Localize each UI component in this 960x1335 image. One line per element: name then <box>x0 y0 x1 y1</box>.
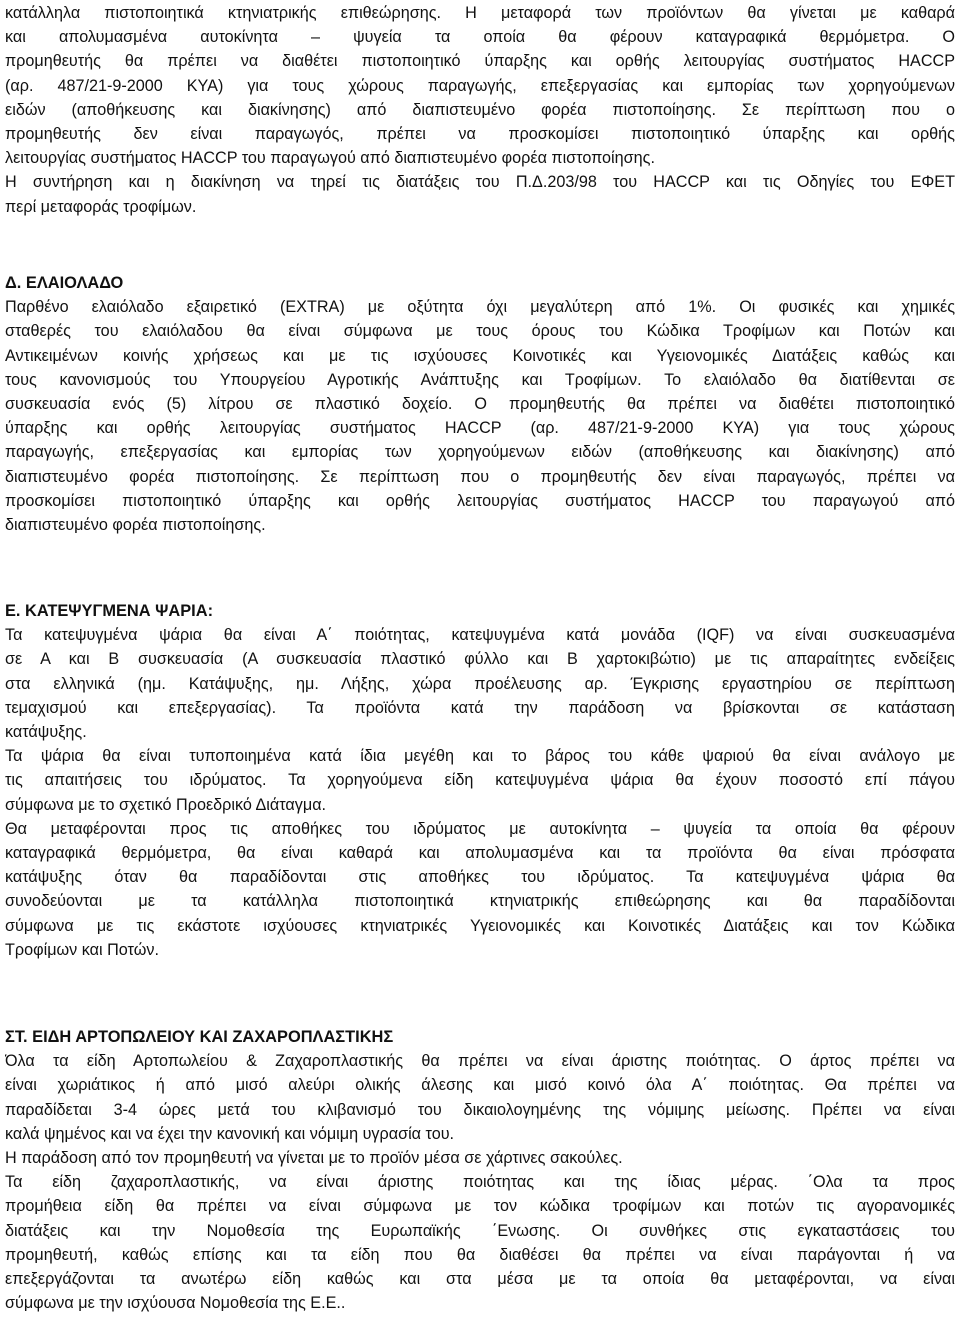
text-line: καταγραφικά θερμόμετρα, θα είναι καθαρά και απολυμασμένα και τα προϊόντα θα είναι πρόσφατα <box>5 844 955 863</box>
text-line: παραγωγής, επεξεργασίας και εμπορίας των χορηγούμενων ειδών (αποθήκευσης και διακίνησης) από <box>5 443 955 462</box>
text-line: Η συντήρηση και η διακίνηση να τηρεί τις διατάξεις του Π.Δ.203/98 του HACCP και τις Οδηγίες του ΕΦΕΤ <box>5 173 955 192</box>
section-c-tail <box>5 1 955 219</box>
text-line: ειδών (αποθήκευσης και διακίνησης) από διαπιστευμένο φορέα πιστοποίησης. Σε περίπτωση που ο <box>5 100 955 119</box>
section-heading: Δ. ΕΛΑΙΟΛΑΔΟ <box>5 274 124 292</box>
text-line: προμηθευτής δεν είναι παραγωγός, πρέπει να προσκομίσει πιστοποιητικό ύπαρξης και ορθής <box>5 125 955 144</box>
text-line: προμήθεια είδη θα πρέπει να είναι σύμφωνα με τον κώδικα τροφίμων και ποτών τις αγορανομικές <box>5 1197 955 1216</box>
text-line: σε Α και Β συσκευασία (Α συσκευασία πλαστικό φύλλο και Β χαρτοκιβώτιο) με τις απαραίτητες ενδείξεις <box>5 650 955 669</box>
text-line: προμηθευτή, καθώς επίσης και τα είδη που θα διαθέσει θα πρέπει να είναι παράγονται ή να <box>5 1245 955 1264</box>
text-line: σύμφωνα με την ισχύουσα Νομοθεσία της Ε.Ε.. <box>5 1294 346 1313</box>
text-line: λειτουργίας συστήματος HACCP του παραγωγού από διαπιστευμένο φορέα πιστοποίησης. <box>5 149 655 168</box>
text-line: Τα ψάρια θα είναι τυποποιημένα κατά ίδια μεγέθη και το βάρος του κάθε ψαριού θα είναι ανάλογο με <box>5 747 955 766</box>
text-line: επεξεργάζονται τα ανωτέρω είδη καθώς και στα μέσα με τα οποία θα μεταφέρονται, να είναι <box>5 1270 955 1289</box>
text-line: σύμφωνα με τις εκάστοτε ισχύουσες κτηνιατρικές Υγειονομικές και Κοινοτικές Διατάξεις και τον Κώδικα <box>5 916 955 935</box>
text-line: κατάλληλα πιστοποιητικά κτηνιατρικής επιθεώρησης. Η μεταφορά των προϊόντων θα γίνεται με καθαρά <box>5 4 955 22</box>
text-line: κατάψυξης όταν θα παραδίδονται στις αποθήκες του ιδρύματος. Τα κατεψυγμένα ψάρια θα <box>5 868 955 887</box>
text-line: προμηθευτής θα πρέπει να διαθέτει πιστοποιητικό ύπαρξης και ορθής λειτουργίας συστήματος HACCP <box>5 52 955 71</box>
text-line: σταθερές του ελαιόλαδου θα είναι σύμφωνα με τους όρους του Κώδικα Τροφίμων και Ποτών και <box>5 322 955 341</box>
section-d-olive-oil <box>5 271 955 537</box>
text-line: Όλα τα είδη Αρτοπωλείου & Ζαχαροπλαστικής θα πρέπει να είναι άριστης ποιότητας. Ο άρτος πρέπει να <box>5 1052 955 1071</box>
text-line: Η παράδοση από τον προμηθευτή να γίνεται με το προϊόν μέσα σε χάρτινες σακούλες. <box>5 1149 623 1168</box>
text-line: περί μεταφοράς τροφίμων. <box>5 197 197 216</box>
text-line: συσκευασία ενός (5) λίτρου σε πλαστικό δοχείο. Ο προμηθευτής θα πρέπει να διαθέτει πιστοποιητικό <box>5 395 955 414</box>
section-heading: ΣΤ. ΕΙΔΗ ΑΡΤΟΠΩΛΕΙΟΥ ΚΑΙ ΖΑΧΑΡΟΠΛΑΣΤΙΚΗΣ <box>5 1028 394 1046</box>
text-line: καλά ψημένος και να έχει την κανονική και νόμιμη υγρασία του. <box>5 1124 455 1143</box>
text-line: Τα κατεψυγμένα ψάρια θα είναι Α΄ ποιότητας, κατεψυγμένα κατά μονάδα (IQF) να είναι συσκευασμένα <box>5 626 955 645</box>
text-line: διατάξεις και την Νομοθεσία της Ευρωπαϊκής ΄Ενωσης. Οι συνθήκες στις εγκαταστάσεις του <box>5 1221 955 1240</box>
text-line: τις απαιτήσεις του ιδρύματος. Τα χορηγούμενα είδη κατεψυγμένα ψάρια θα έχουν ποσοστό επί πάγου <box>5 771 955 790</box>
section-e-frozen-fish <box>5 599 955 962</box>
text-line: Τροφίμων και Ποτών. <box>5 940 159 959</box>
text-line: Θα μεταφέρονται προς τις αποθήκες του ιδρύματος με αυτοκίνητα – ψυγεία τα οποία θα φέρουν <box>5 819 955 838</box>
text-line: (αρ. 487/21-9-2000 ΚΥΑ) για τους χώρους παραγωγής, επεξεργασίας και εμπορίας των χορηγούμενων <box>5 76 955 95</box>
text-line: ύπαρξης και ορθής λειτουργίας συστήματος HACCP (αρ. 487/21-9-2000 ΚΥΑ) για τους χώρους <box>5 419 955 438</box>
text-line: στα ελληνικά (ημ. Κατάψυξης, ημ. Λήξης, χώρα προέλευσης αρ. Έγκρισης εργαστηρίου σε περίπτωση <box>5 674 955 693</box>
text-line: είναι χωριάτικος ή από μισό αλεύρι ολικής άλεσης και μισό κοινό όλα Α΄ ποιότητας. Θα πρέπει να <box>5 1076 955 1095</box>
text-line: παραδίδεται 3-4 ώρες μετά του κλιβανισμό του δικαιολογημένης της νόμιμης μείωσης. Πρέπει να είναι <box>5 1100 955 1119</box>
text-line: τεμαχισμού και επεξεργασίας). Τα προϊόντα κατά την παράδοση να βρίσκονται σε κατάσταση <box>5 698 955 717</box>
text-line: Παρθένο ελαιόλαδο εξαιρετικό (EXTRA) με οξύτητα όχι μεγαλύτερη από 1%. Οι φυσικές και χημικές <box>5 298 955 317</box>
text-line: και απολυμασμένα αυτοκίνητα – ψυγεία τα οποία θα φέρουν καταγραφικά θερμόμετρα. Ο <box>5 28 955 47</box>
text-line: προσκομίσει πιστοποιητικό ύπαρξης και ορθής λειτουργίας συστήματος HACCP του παραγωγού από <box>5 491 955 510</box>
text-line: συνοδεύονται με τα κατάλληλα πιστοποιητικά κτηνιατρικής επιθεώρησης και θα παραδίδονται <box>5 892 955 911</box>
text-line: διαπιστευμένο φορέα πιστοποίησης. Σε περίπτωση που ο προμηθευτής δεν είναι παραγωγός, πρέπει να <box>5 467 955 486</box>
section-heading: Ε. ΚΑΤΕΨΥΓΜΕΝΑ ΨΑΡΙΑ: <box>5 602 214 620</box>
text-line: Αντικειμένων κοινής χρήσεως και με τις ισχύουσες Κοινοτικές και Υγειονομικές Διατάξεις καθώς και <box>5 346 955 365</box>
text-line: τους κανονισμούς του Υπουργείου Αγροτικής Ανάπτυξης και Τροφίμων. Το ελαιόλαδο θα διατίθενται σε <box>5 370 955 389</box>
text-line: Τα είδη ζαχαροπλαστικής, να είναι άριστης ποιότητας και της ίδιας μέρας. ΄Ολα τα προς <box>5 1173 955 1192</box>
section-st-bakery <box>5 1025 955 1315</box>
text-line: διαπιστευμένο φορέα πιστοποίησης. <box>5 516 266 535</box>
text-line: σύμφωνα με το σχετικό Προεδρικό Διάταγμα. <box>5 795 327 814</box>
text-line: κατάψυξης. <box>5 723 87 742</box>
